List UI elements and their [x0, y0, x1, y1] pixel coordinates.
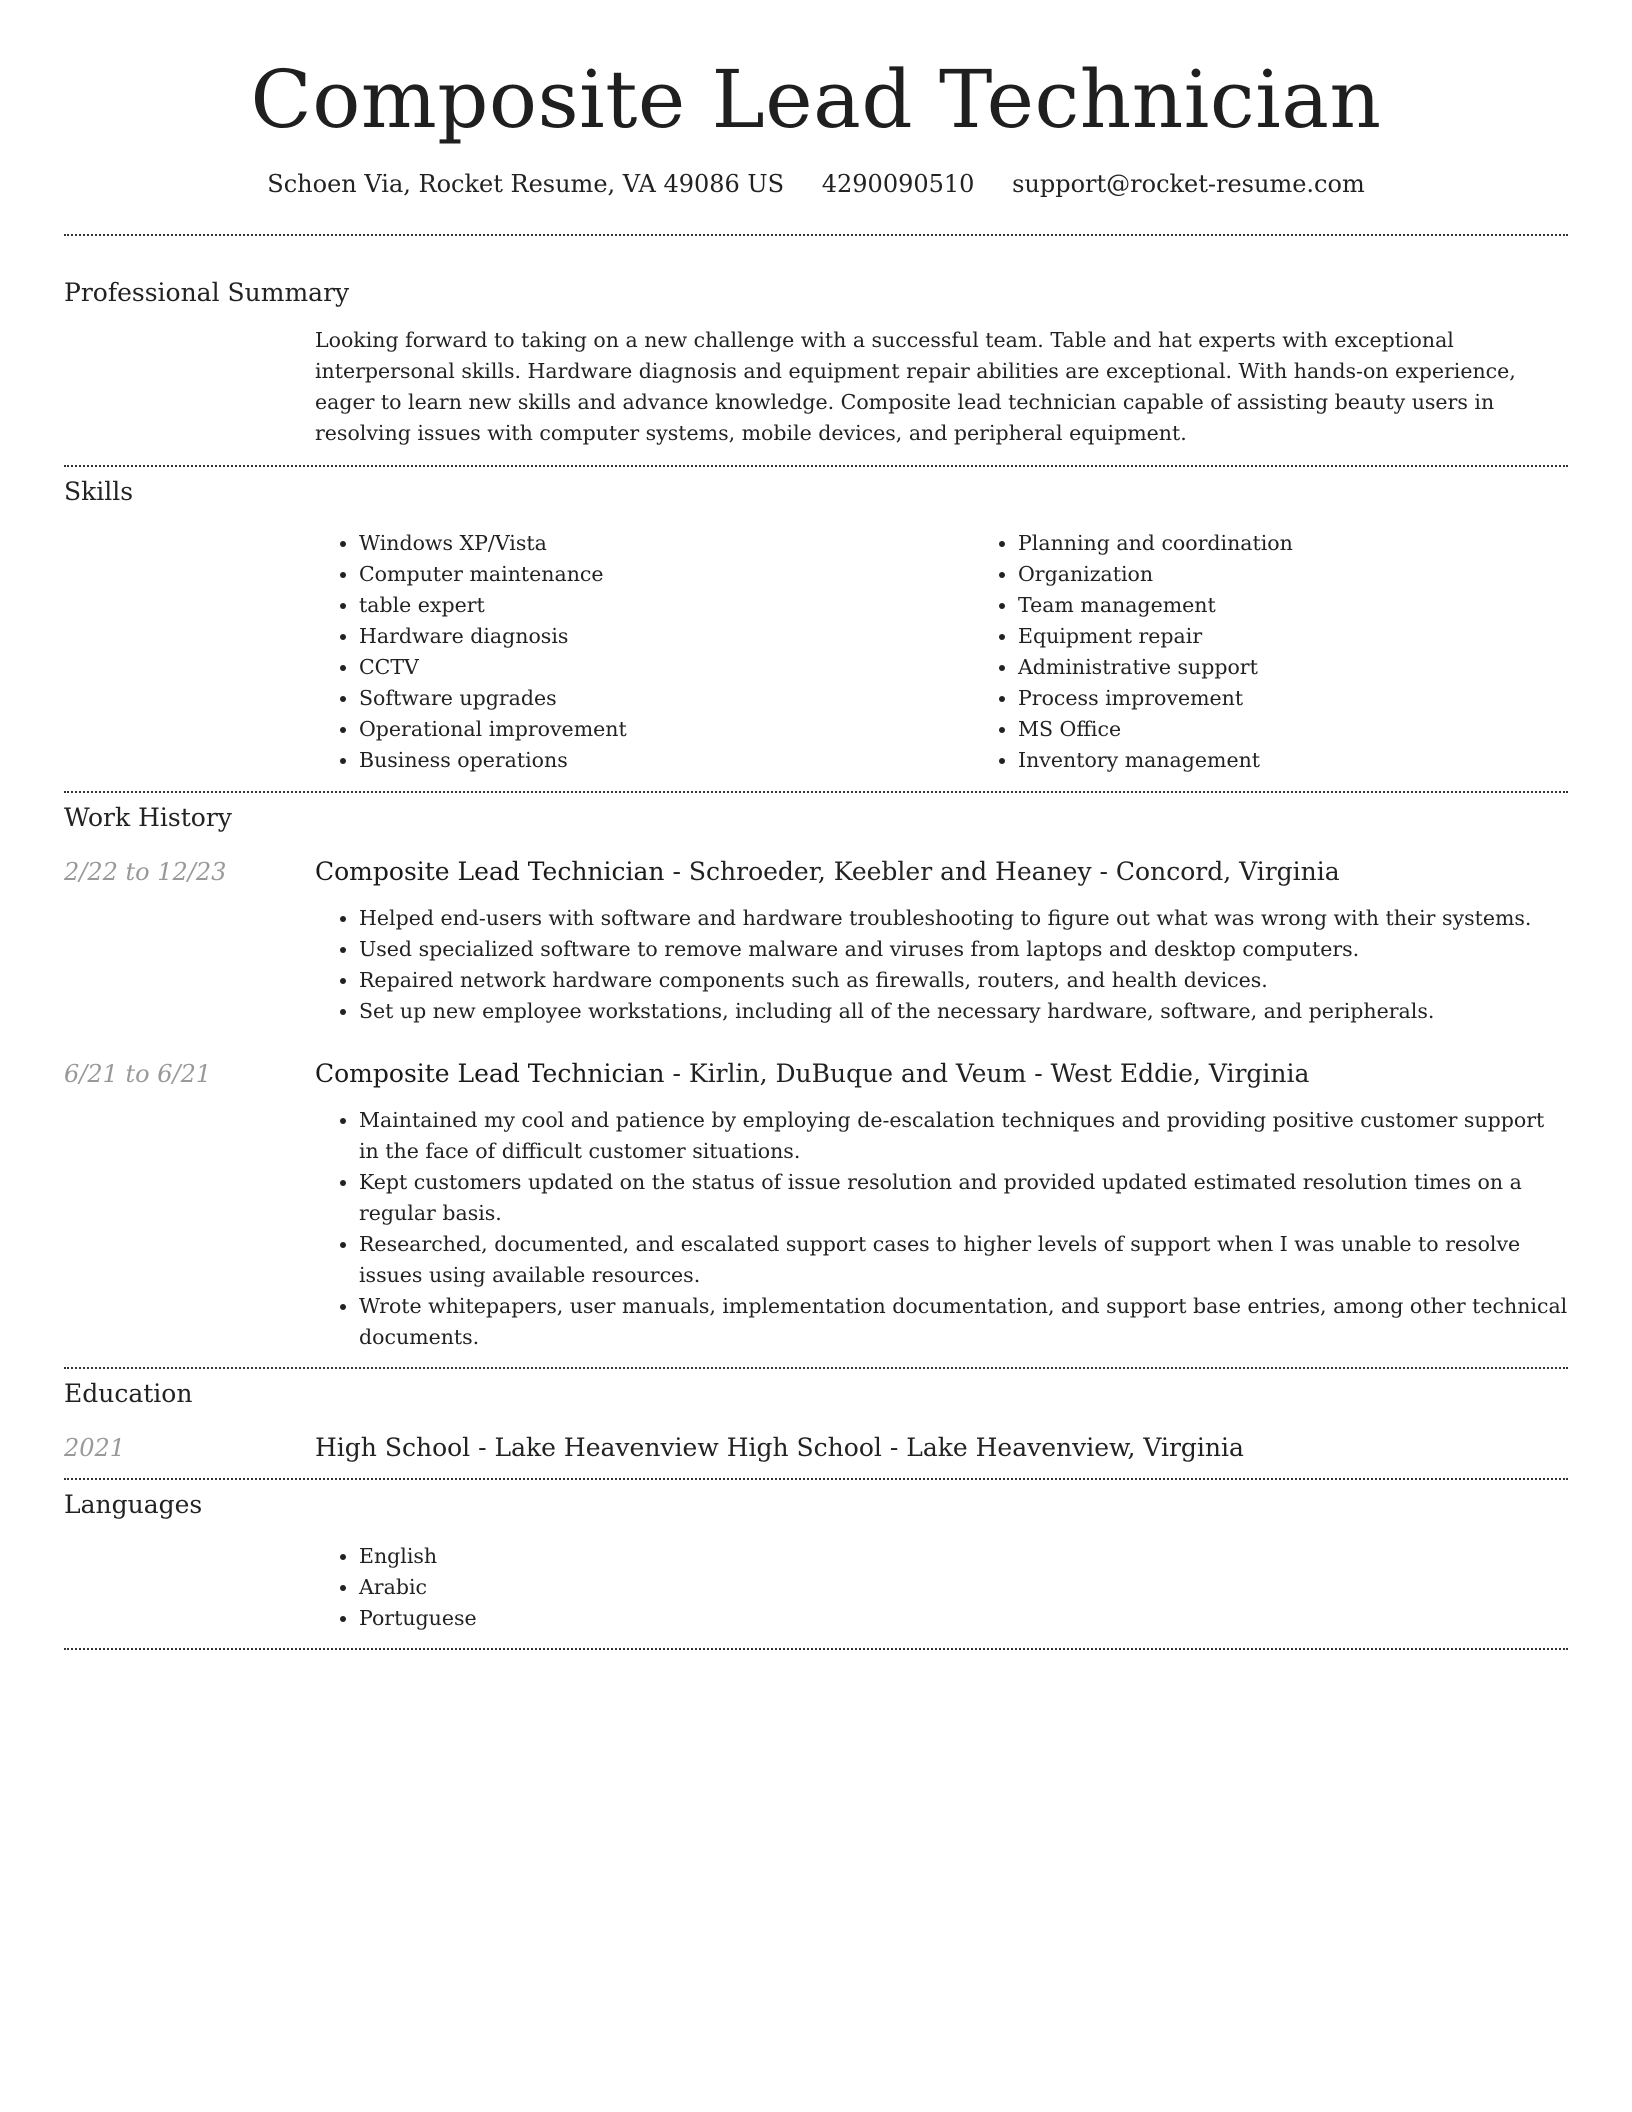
- languages-list: [315, 1541, 1568, 1634]
- job-heading: [315, 856, 1568, 888]
- job-dates: 6/21 to 6/21: [64, 1060, 212, 1088]
- skills-list-right: [974, 528, 1632, 776]
- work-history-heading: Work History: [64, 803, 232, 832]
- list-item: • Helped end-users with software and hardware troubleshooting to figure out what was wrong with their systems.: [359, 903, 1568, 934]
- list-item: • Portuguese: [359, 1603, 1568, 1634]
- list-item: • CCTV: [359, 652, 974, 683]
- list-item: • Repaired network hardware components such as firewalls, routers, and health devices.: [359, 965, 1568, 996]
- skills-section: [64, 477, 1568, 776]
- job-dates: 2/22 to 12/23: [64, 858, 227, 886]
- job-heading: [315, 1058, 1568, 1090]
- list-item: • table expert: [359, 590, 974, 621]
- list-item: • Team management: [1018, 590, 1632, 621]
- list-item: • Administrative support: [1018, 652, 1632, 683]
- list-item: • Planning and coordination: [1018, 528, 1632, 559]
- education-entry: [64, 1432, 1568, 1464]
- summary-heading: Professional Summary: [64, 278, 350, 307]
- job-entry: [64, 1058, 1568, 1353]
- candidate-name: Composite Lead Technician: [250, 53, 1382, 146]
- skills-list-left: [315, 528, 974, 776]
- contact-line: [64, 170, 1568, 198]
- languages-section: [64, 1490, 1568, 1634]
- job-bullets: [315, 1105, 1568, 1353]
- section-divider: [64, 234, 1568, 236]
- job-title: Composite Lead Technician: [315, 857, 665, 886]
- list-item: • Used specialized software to remove malware and viruses from laptops and desktop computers.: [359, 934, 1568, 965]
- section-divider: [64, 465, 1568, 467]
- list-item: • Windows XP/Vista: [359, 528, 974, 559]
- contact-address: Schoen Via, Rocket Resume, VA 49086 US: [267, 170, 785, 198]
- list-item: • Software upgrades: [359, 683, 974, 714]
- list-item: • Arabic: [359, 1572, 1568, 1603]
- list-item: • Researched, documented, and escalated support cases to higher levels of support when I was unable to resolve issues using available resources.: [359, 1229, 1568, 1291]
- contact-phone: 4290090510: [821, 170, 975, 198]
- languages-heading: Languages: [64, 1490, 203, 1519]
- skills-heading: Skills: [64, 477, 134, 506]
- job-employer: - Schroeder, Keebler and Heaney - Concord, Virginia: [664, 857, 1340, 886]
- contact-email: support@rocket-resume.com: [1012, 170, 1365, 198]
- list-item: • MS Office: [1018, 714, 1632, 745]
- list-item: • Operational improvement: [359, 714, 974, 745]
- list-item: • Equipment repair: [1018, 621, 1632, 652]
- list-item: • Business operations: [359, 745, 974, 776]
- education-heading: Education: [64, 1379, 193, 1408]
- education-year: 2021: [64, 1434, 126, 1462]
- section-divider: [64, 1648, 1568, 1650]
- work-history-section: [64, 803, 1568, 1353]
- list-item: • Process improvement: [1018, 683, 1632, 714]
- job-employer: - Kirlin, DuBuque and Veum - West Eddie, Virginia: [664, 1059, 1310, 1088]
- job-title: Composite Lead Technician: [315, 1059, 665, 1088]
- list-item: • Wrote whitepapers, user manuals, implementation documentation, and support base entries, among other technical documents.: [359, 1291, 1568, 1353]
- list-item: • Kept customers updated on the status of issue resolution and provided updated estimated resolution times on a regular basis.: [359, 1167, 1568, 1229]
- list-item: • English: [359, 1541, 1568, 1572]
- section-divider: [64, 791, 1568, 793]
- summary-text: Looking forward to taking on a new challenge with a successful team. Table and hat experts with exceptional interpersonal skills. Hardware diagnosis and equipment repair abilities are exceptional. With hands-on experience, eager to learn new skills and advance knowledge. Composite lead technician capable of assisting beauty users in resolving issues with computer systems, mobile devices, and peripheral equipment.: [315, 328, 1516, 445]
- list-item: • Inventory management: [1018, 745, 1632, 776]
- education-details: High School - Lake Heavenview High School - Lake Heavenview, Virginia: [315, 1433, 1244, 1462]
- education-section: [64, 1379, 1568, 1464]
- section-divider: [64, 1478, 1568, 1480]
- job-entry: [64, 856, 1568, 1027]
- list-item: • Set up new employee workstations, including all of the necessary hardware, software, and peripherals.: [359, 996, 1568, 1027]
- job-bullets: [315, 903, 1568, 1027]
- list-item: • Computer maintenance: [359, 559, 974, 590]
- list-item: • Organization: [1018, 559, 1632, 590]
- list-item: • Hardware diagnosis: [359, 621, 974, 652]
- summary-section: [64, 278, 1568, 449]
- list-item: • Maintained my cool and patience by employing de-escalation techniques and providing positive customer support in the face of difficult customer situations.: [359, 1105, 1568, 1167]
- section-divider: [64, 1367, 1568, 1369]
